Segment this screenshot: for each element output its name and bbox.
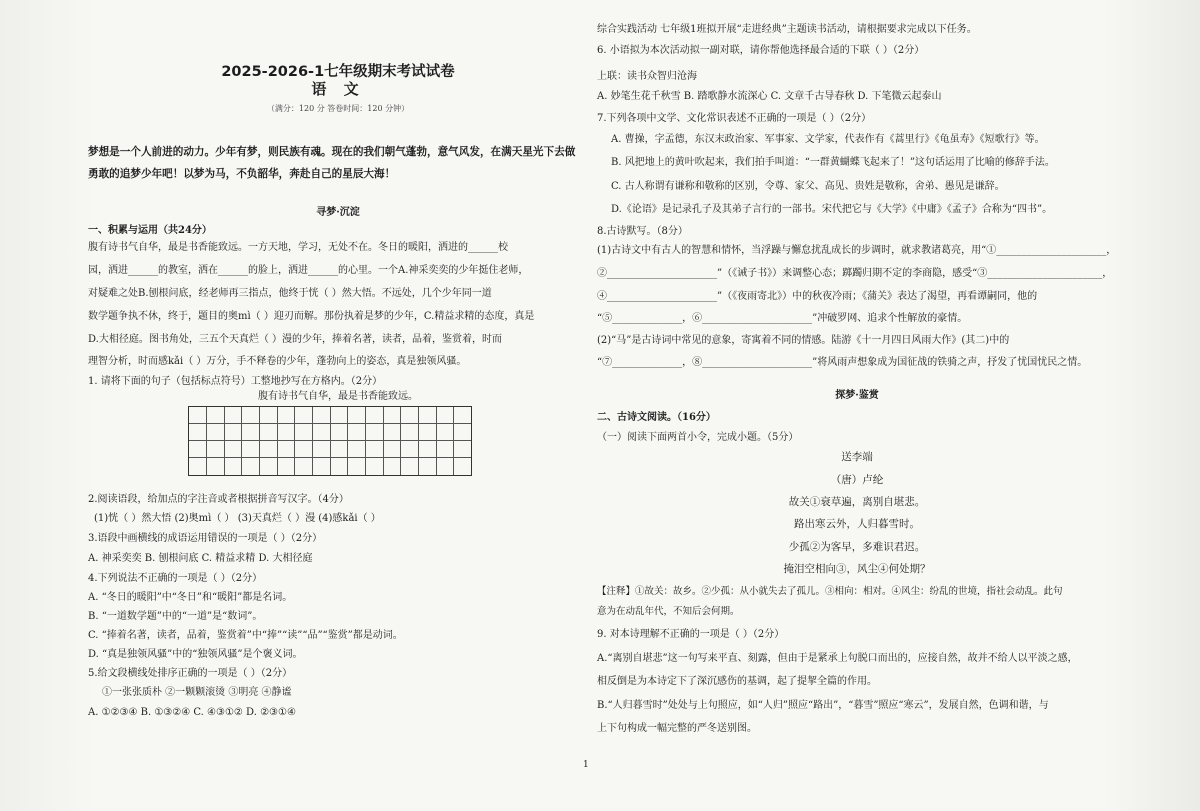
passage-line: D.大相径庭。图书角处，三五个天真烂（ ）漫的少年，捧着名著，读者，品着，鉴赏着，时而: [88, 334, 503, 345]
q7-option-b: B. 风把地上的黄叶吹起来，我们拍手叫道：“一群黄蝴蝶飞起来了！”这句话运用了比喻的修辞手法。: [611, 157, 1055, 168]
q8-line: “⑦______________，⑧______________________”将风雨声想象成为国征战的铁骑之声，抒发了忧国忧民之情。: [597, 357, 1088, 368]
q9-option-b: B.“人归暮雪时”处处与上句照应，如“人归”照应“路出”，“暮雪”照应“寒云”，发展自然，色调和谐，与: [597, 700, 1049, 711]
q7-option-a: A. 曹操，字孟德，东汉末政治家、军事家、文学家，代表作有《蒿里行》《龟虽寿》《短歌行》等。: [611, 134, 1045, 145]
q8-line: (2)“马”是古诗词中常见的意象，寄寓着不同的情感。陆游《十一月四日风雨大作》(其二)中的: [597, 335, 1010, 346]
activity-intro: 综合实践活动 七年级1班拟开展“走进经典”主题读书活动，请根据要求完成以下任务。: [597, 24, 977, 35]
poem-line: 少孤②为客早，多难识君迟。: [788, 541, 926, 553]
motto-line-2: 勇敢的追梦少年吧！以梦为马，不负韶华，奔赴自己的星辰大海！: [88, 168, 396, 180]
q7-option-d: D.《论语》是记录孔子及其弟子言行的一部书。宋代把它与《大学》《中庸》《孟子》合称为“四书”。: [611, 204, 1053, 215]
poem-line: 故关①衰草遍，离别自堪悲。: [788, 496, 926, 508]
question-7: 7.下列各项中文学、文化常识表述不正确的一项是（ ）（2分）: [597, 113, 872, 124]
passage-line: 理智分析，时而感kǎi（ ）万分，手不释卷的少年，蓬勃向上的姿态，真是独领风骚。: [88, 356, 467, 367]
q8-line: “⑤______________，⑥______________________”冲破罗网、追求个性解放的豪情。: [597, 313, 968, 324]
question-9: 9. 对本诗理解不正确的一项是（ ）（2分）: [597, 629, 785, 640]
poem-line: 掩泪空相向③，风尘④何处期？: [783, 563, 931, 575]
passage-line: 对疑难之处B.刨根问底，经老师再三指点，他终于恍（ ）然大悟。不远处，几个少年同一道: [88, 288, 492, 299]
passage-line: 园，洒进______的教室，洒在______的脸上，洒进______的心里。一个A.神采奕奕的少年挺住老师，: [88, 265, 529, 276]
exam-meta: （满分：120 分 答卷时间：120 分钟）: [266, 104, 410, 113]
question-8: 8.古诗默写。（8分）: [597, 226, 688, 237]
q9-option-a: A.“离别自堪悲”这一句写来平直、刻露，但由于是紧承上句脱口而出的，应接自然，故并不给人以平淡之感，: [597, 653, 1078, 664]
exam-title: 2025-2026-1七年级期末考试试卷: [221, 64, 455, 80]
q9-option-a-cont: 相反倒是为本诗定下了深沉感伤的基调，起了提挈全篇的作用。: [597, 676, 877, 687]
q4-option-b: B. “一道数学题”中的“一道”是“数词”。: [88, 611, 263, 622]
q7-option-c: C. 古人称谓有谦称和敬称的区别，令尊、家父、高见、贵姓是敬称，舍弟、愚见是谦辞。: [611, 181, 1005, 192]
poem-author: （唐）卢纶: [830, 474, 884, 486]
q3-options: A. 神采奕奕 B. 刨根问底 C. 精益求精 D. 大相径庭: [88, 553, 313, 564]
question-1: 1. 请将下面的句子（包括标点符号）工整地抄写在方格内。（2分）: [88, 376, 383, 387]
question-4: 4.下列说法不正确的一项是（ ）（2分）: [88, 573, 263, 584]
q6-upper-couplet: 上联：读书众智归沧海: [597, 71, 697, 82]
writing-grid[interactable]: [188, 406, 472, 476]
question-3: 3.语段中画横线的成语运用错误的一项是（ ）（2分）: [88, 533, 323, 544]
passage-line: 数学题争执不休，终于，题目的奥mì（ ）迎刃而解。那份执着是梦的少年，C.精益求精的态度，真是: [88, 311, 535, 322]
q4-option-d: D. “真是独领风骚”中的“独领风骚”是个褒义词。: [88, 649, 303, 660]
q4-option-a: A. “冬日的暖阳”中“冬日”和“暖阳”都是名词。: [88, 592, 293, 603]
subject-title: 语 文: [311, 80, 365, 98]
question-6: 6. 小语拟为本次活动拟一副对联，请你帮他选择最合适的下联（ ）（2分）: [597, 45, 925, 56]
part2-title: 二、古诗文阅读。（16分）: [597, 412, 716, 423]
motto-line-1: 梦想是一个人前进的动力。少年有梦，则民族有魂。现在的我们朝气蓬勃，意气风发，在满天星光下去做: [88, 146, 576, 158]
question-5: 5.给文段横线处排序正确的一项是（ ）（2分）: [88, 668, 293, 679]
question-2: 2.阅读语段，给加点的字注音或者根据拼音写汉字。（4分）: [88, 494, 349, 505]
section-title-tanmeng: 探梦·鉴赏: [835, 390, 879, 401]
q9-option-b-cont: 上下句构成一幅完整的严冬送别图。: [597, 723, 757, 734]
q8-line: (1)古诗文中有古人的智慧和情怀，当浮躁与懈怠扰乱成长的步调时，就求教诸葛亮，用“①______________________，: [597, 245, 1117, 256]
section-title-xunmeng: 寻梦·沉淀: [316, 207, 360, 218]
page-number: 1: [583, 760, 589, 770]
poem-line: 路出寒云外，人归暮雪时。: [794, 518, 920, 530]
passage-line: 腹有诗书气自华，最是书香能致远。一方天地，学习，无处不在。冬日的暖阳，洒进的______校: [88, 242, 508, 253]
q6-options: A. 妙笔生花千秋雪 B. 踏歌静水流深心 C. 文章千古导春秋 D. 下笔微云起泰山: [597, 91, 942, 102]
poem-annotation: 【注释】①故关：故乡。②少孤：从小就失去了孤儿。③相向：相对。④风尘：纷乱的世境，指社会动乱。此句: [597, 586, 1063, 597]
q5-items: ①一张张质朴 ②一颗颗滚烫 ③明亮 ④静谧: [102, 687, 292, 698]
q8-line: ④______________________”（《夜雨寄北》）中的秋夜冷雨；《蒲关》表达了渴望，再看谭嗣同，他的: [597, 291, 1038, 302]
q8-line: ②______________________”（《诫子书》）来调整心态；踯躅归期不定的李商隐，感受“③_______________________，: [597, 268, 1113, 279]
poem-annotation: 意为在动乱年代，不知后会何期。: [597, 606, 740, 617]
q2-items: (1)恍（ ）然大悟 (2)奥mì（ ） (3)天真烂（ ）漫 (4)感kǎi（ ）: [94, 513, 381, 524]
q4-option-c: C. “捧着名著，读者，品着，鉴赏着”中“捧”“读”“品”“鉴赏”都是动词。: [88, 630, 403, 641]
part1-title: 一、积累与运用（共24分）: [88, 225, 212, 236]
q5-options: A. ①②③④ B. ①③②④ C. ④③①② D. ②③①④: [88, 707, 296, 718]
sub-question-intro: （一）阅读下面两首小令，完成小题。（5分）: [597, 432, 799, 443]
poem-title: 送李端: [841, 451, 873, 463]
q1-sentence: 腹有诗书气自华，最是书香能致远。: [258, 391, 418, 402]
